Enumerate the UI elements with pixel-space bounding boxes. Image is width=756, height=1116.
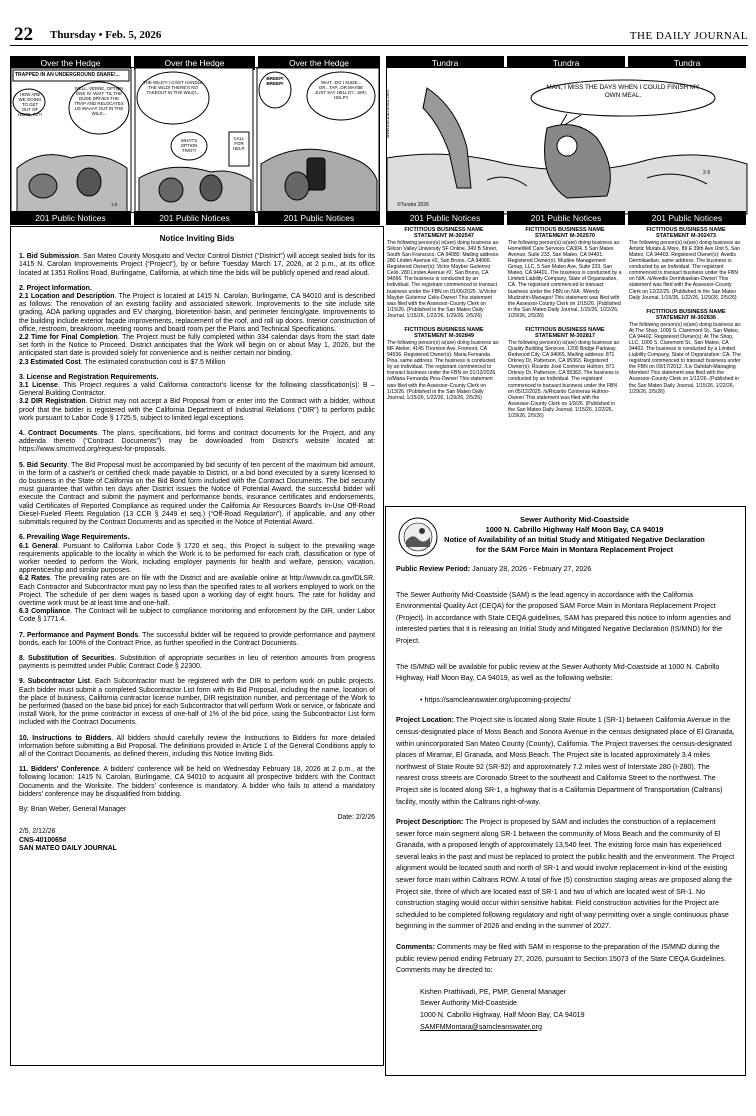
fbn-notice (629, 227, 743, 301)
notice-section (19, 398, 375, 423)
fbn-title: FICTITIOUS BUSINESS NAME STATEMENT M-302849 (404, 327, 484, 340)
sam-heading-org: Sewer Authority Mid-Coastside (520, 515, 629, 524)
notice-section-text: . District may not accept a Bid Proposal from or enter into the Contract with a bidder, without proof that the bidder is registered with the California Department of Industrial Relations (“DIR”) to perform public work pursuant to Labor Code § 1725.5, subject to limited legal exceptions. (19, 398, 375, 422)
fbn-notice (508, 227, 622, 319)
fbn-title: FICTITIOUS BUSINESS NAME STATEMENT M-302817 (525, 327, 605, 340)
notice-section-text: . The successful bidder will be required to provide performance and payment bonds, each for 100% of the Contract Price, as further specified in the Contract Documents. (19, 631, 375, 647)
sam-project-location (396, 715, 735, 808)
fbn-body: The following person(s) is(are) doing business as: HomeWell Care Services CA304, 5 San Mateo Avenue, Suite 233, San Mateo, CA 94401. Registered Owner(s): Mudlee Management Group, LLC, 5 San Mateo Ave, Suite 233, San Mateo, CA 94401. The business is conducted by a Limited Liability Company, State of Organization, CA. The registrant commenced to transact business under the FBN on N/A. /Wendy Mudzviriri-Manager/ This statement was filed with the Assessor-County Clerk on 1/15/26. (Published in the San Mateo Daily Journal, 1/15/26, 1/22/26, 1/29/26, 2/5/26) (508, 239, 622, 319)
notice-section (19, 543, 375, 576)
notice-section-text: . The estimated construction cost is $7.5 Million (80, 358, 226, 366)
notice-section-text: . Pursuant to California Labor Code § 1720 et seq., this Project is subject to the prevailing wage requirements applicable to the locality in which the Work is to be performed for each craft, classification or type of worker needed to perform the Work, including employer payments for health and welfare, pension, vacation, apprenticeship and similar purposes. (19, 542, 376, 575)
notice-section (19, 766, 375, 799)
fbn-body: The following person(s) is(are) doing business as: Quality Building Services, 1200 Bridge Parkway, Redwood City, CA 94065. Mailing address: 871 Orkney Dr, Patterson, CA 95363. Registered Owner(s): Ricardo José Contreras Hultron, 871 Orkney Dr, Patterson, CA 95363. The business is conducted by an Individual. The registrant commenced to transact business under the FBN on 05/12/2025. /s/Ricardo Contreras Hultron-Owner/ This statement was filed with the Assessor-County Clerk on 1/9/26. (Published in the San Mateo Daily Journal, 1/15/26, 1/22/26, 1/29/26, 2/5/26) (508, 339, 621, 419)
fbn-notice (387, 227, 501, 319)
notice-section-text: . A bidders' conference will be held on Wednesday February 18, 2026 at 2 p.m., at the following location: 1415 N. Carolan, Burlingame, CA 94010 to acquaint all prospective bidders with the Contract Documents and the Worksite. The bidders' conference is mandatory. A bidder who fails to attend a mandatory bidders' conference may be disqualified from bidding. (19, 766, 375, 798)
fbn-notice (508, 327, 622, 419)
sam-description-text: The Project is proposed by SAM and includes the construction of a replacement sewer force main segment along SR-1 between the community of Moss Beach and the community of El Granada, with a proposed length of approximately 13,540 feet. The existing force main has experienced several leaks in the past and must be replaced to protect the public health and the environment. The Project alignment would be located south and north of SR-1 and would involve replacement in-kind of the existing sewer force main within Caltrans ROW. A total of five (5) construction staging areas are proposed along the Project site, three of which are located east of SR-1 and two of which are located west of SR-1. No construction staging would occur within sensitive habitat. Field construction activities for the Project are scheduled to be completed following regulatory and right of way permitting over a single continuous phase beginning in the summer of 2026 and ending in the summer of 2027. (396, 818, 735, 931)
hedge-bubble-siri: WAIT...DO I SUDE... OR...TAP...OR MAYBE JUST SAY HELLO?...SIRI, HELP!! (315, 80, 367, 100)
notice-section (19, 382, 375, 398)
notice-run-dates: 2/5, 2/12/26 (19, 828, 56, 836)
sam-seal-icon (398, 517, 438, 557)
notice-section (19, 655, 375, 671)
comic-header-tundra-3: Tundra (628, 56, 746, 70)
notice-section (19, 334, 375, 359)
public-notices-header-6: 201 Public Notices (628, 211, 746, 225)
sam-project-description (396, 817, 735, 933)
comic-header-hedge-2: Over the Hedge (134, 56, 255, 70)
notice-title: Notice Inviting Bids (159, 234, 235, 243)
sam-contact-email[interactable] (420, 1022, 735, 1034)
notice-date: Date: 2/2/26 (337, 814, 375, 822)
sam-availability: The IS/MND will be available for public review at the Sewer Authority Mid-Coastside at 1000 N. Cabrillo Highway, Half Moon Bay, CA 94019, as well as the following website: (396, 662, 720, 683)
notice-inviting-bids (10, 226, 384, 1066)
fbn-notice (629, 309, 743, 395)
sam-comments (396, 942, 735, 977)
hedge-bubble-rj: WELL, VERNE, OPTION ONE IS: WAIT 'TIL THE DUDE DRIVES THE TRAP AND RELOCATES US WAAAY OUT IN THE WILD... (74, 86, 124, 116)
sam-comments-text: Comments may be filed with SAM in response to the preparation of the IS/MND during the public review period ending February 27, 2026, pursuant to Section 15073 of the State CEQA Guidelines. Comments may be directed to: (396, 943, 727, 975)
issue-date: Thursday • Feb. 5, 2026 (50, 29, 162, 41)
sam-review-dates: January 28, 2026 - February 27, 2026 (470, 565, 592, 573)
fbn-column-2 (508, 227, 622, 427)
sam-heading (414, 515, 735, 555)
notice-section-heading: 3.1 License (19, 382, 58, 390)
tundra-website: www.tundracomics.com (385, 89, 390, 138)
sam-email-link[interactable]: SAMFMMontara@samcleanswater.org (420, 1022, 542, 1031)
notice-section-heading: 2.2 Time for Final Completion (19, 334, 118, 342)
notice-section-heading: 2.3 Estimated Cost (19, 358, 81, 366)
notice-section-text: . Each Subcontractor must be registered with the DIR to perform work on public projects. Each bidder must submit a completed Subcontractor List form with its Bid Proposal, including the name, location of the place of business, California contractor license number, DIR registration number, and percentage of the Work to be performed (based on the base bid price) for each Subcontractor that will perform Work or service, or fabricate and install Work, for the prime contractor in excess of one-half of 1% of the bid price, using the Subcontractor List form included with the Contract Documents. (19, 678, 375, 727)
comic-header-hedge-1: Over the Hedge (10, 56, 131, 70)
notice-section-text: . San Mateo County Mosquito and Vector Control District (“District”) will accept sealed bids for its 1415 N. Carolan Improvements Project (“Project”), by or before Tuesday March 17, 2026, at 2 p.m., at its office located at 1351 Rollins Road, Burlingame, California, at which time the bids will be publicly opened and read aloud. (19, 253, 375, 277)
fbn-body: The following person(s) is(are) doing business as: Silicon Valley University SF Online, 349 B Street, South San Francisco, CA 94080. Mailing address: 280 Linden Avenue #2, San Bruno, CA 94066. Registered Owner(s): Victor Mayber Gutierrez Celis, 280 Linden Avenue #2, San Bruno, CA 94066. The business is conducted by an Individual. The registrant commenced to transact business under the FBN on 01/06/2025. /s/Victor Mayber Gutierrez Celis-Owner/ This statement was filed with the Assessor-County Clerk on 1/15/26. (Published in the San Mateo Daily Journal, 1/15/26, 1/22/26, 1/29/26, 2/5/26) (387, 239, 500, 319)
notice-section-heading: 5. Bid Security (19, 461, 68, 469)
hedge-bubble-verne-wild: THE WILD?! I CAN'T HANDLE THE WILD! THERE'S NO TAKEOUT IN THE WILD!... (142, 80, 204, 95)
notice-section-text: . The Project must be fully completed within 334 calendar days from the start date set forth in the Notice to Proceed. District anticipates that the Work will begin on or about May 1, 2026, but the anticipated start date is provided solely for convenience and is neither certain nor binding. (19, 334, 376, 358)
fbn-body: The following person(s) is(are) doing business as: At The Shop, 1000 S. Claremont St., San Mateo, CA 94402. Registered Owner(s): At The Shop, LLC, 1000 S. Claremont St., San Mateo, CA 94402. The business is conducted by a Limited Liability Company, State of Organization: CA. The registrant commenced to transact business under the FBN on 09/17/2012. /Liv Dahdah-Managing Member/ This statement was filed with the Assessor-County Clerk on 1/12/26. (Published in the San Mateo Daily Journal, 1/15/26, 1/22/26, 1/29/26, 2/5/26) (629, 321, 742, 395)
notice-section-text: . This Project requires a valid California contractor's license for the following classification(s): B – General Building Contractor. (19, 382, 376, 398)
notice-section (19, 678, 375, 727)
notice-section (19, 534, 375, 542)
fbn-column-1 (387, 227, 501, 409)
notice-section-heading: 6.3 Compliance (19, 608, 71, 616)
notice-section-text: . The Contract will be subject to compliance monitoring and enforcement by the DIR, under Labor Code § 1771.4. (19, 608, 375, 624)
fbn-body: The following person(s) is(are) doing business as: Artistic Murals & More, 89 E 39th Ave Unit 5, San Mateo, CA 94403. Registered Owner(s): Avedis Dermikaelian, same address. The business is conducted by an Individual. The registrant commenced to transact business under the FBN on N/A. /s/Avedis Dermikaelian-Owner/ This statement was filed with the Assessor-County Clerk on 12/22/25. (Published in the San Mateo Daily Journal, 1/15/26, 1/22/26, 1/29/26, 2/5/26) (629, 239, 742, 301)
notice-section (19, 253, 375, 278)
notice-section-heading: 4. Contract Documents (19, 430, 98, 438)
fbn-title: FICTITIOUS BUSINESS NAME STATEMENT M-302473 (646, 227, 726, 240)
notice-section-heading: 6.1 General (19, 542, 58, 550)
tundra-comic (386, 67, 746, 213)
notice-section-text: . The Project is located at 1415 N. Carolan, Burlingame, CA 94010 and is described as follows: The renovation of an existing facility and associated sitework. Improvements to the site include site grading, ADA parking upgrades and EV charging, bioretention basin, and perimeter fencing/gate. Improvements to the building include exterior façade improvements, replacement of the roof, and roll up doors. Interior construction of office, restroom, breakroom, meeting rooms and board room per the Plans and Technical Specifications. (19, 293, 375, 333)
tundra-speech: MAN, I MISS THE DAYS WHEN I COULD FINISH MY OWN MEAL. (546, 84, 700, 99)
notice-section (19, 632, 375, 648)
notice-section-text: . The prevailing rates are on file with the District and are available online at http://www.dir.ca.gov/DLSR. Each Contractor and Subcontractor must pay no less than the specified rates to all workers employed to work on the Project. The schedule of per diem wages is based upon a working day of eight hours. The rate for holiday and overtime work must be at least time and one-half. (19, 575, 375, 607)
fbn-title: FICTITIOUS BUSINESS NAME STATEMENT M-302836 (646, 308, 726, 322)
notice-section-heading: 7. Performance and Payment Bonds (19, 631, 139, 639)
sam-heading-notice: Notice of Availability of an Initial Study and Mitigated Negative Declaration (444, 535, 705, 544)
public-notices-header-4: 201 Public Notices (386, 211, 504, 225)
fbn-title: FICTITIOUS BUSINESS NAME STATEMENT M-302547 (404, 227, 484, 240)
public-notices-header-2: 201 Public Notices (134, 211, 255, 225)
notice-section-heading: 3. License and Registration Requirements. (19, 373, 159, 381)
sam-review-label: Public Review Period: (396, 565, 471, 573)
notice-section-heading: 3.2 DIR Registration (19, 398, 86, 406)
fbn-body: The following person(s) is(are) doing business as: MF Atelier, 4145 Thornton Ave, Fremont, CA 94536. Registered Owner(s): Maria Fernanda Pina, same address. The business is conducted by an Individual. The registrant commenced to transact business under the FBN on 01/13/2026. /s/Maria Fernanda Pina-Owner/ This statement was filed with the Assessor-County Clerk on 1/13/26. (Published in the San Mateo Daily Journal, 1/15/26, 1/22/26, 1/29/26, 2/5/26) (387, 339, 500, 401)
hedge-bird-sound: BREEP! BREEP! (266, 76, 284, 86)
sam-location-label: Project Location: (396, 716, 454, 725)
paper-name: THE DAILY JOURNAL (629, 30, 748, 42)
sam-review-period (396, 564, 735, 576)
notice-section (19, 374, 375, 382)
notice-sections (19, 253, 375, 799)
sam-contact-address: 1000 N. Cabrillo Highway, Half Moon Bay, CA 94019 (420, 1011, 585, 1019)
notice-section-heading: 6. Prevailing Wage Requirements. (19, 534, 130, 542)
notice-section-text: . All bidders should carefully review the Instructions to Bidders for more detailed information before submitting a Bid Proposal. The definitions provided in Article 1 of the General Conditions apply to all of the Contract Documents, as defined therein, including this Notice Inviting Bids. (19, 734, 375, 758)
fbn-column-3 (629, 227, 743, 403)
sam-description-label: Project Description: (396, 818, 464, 827)
notice-section-heading: 10. Instructions to Bidders (19, 734, 112, 742)
hedge-caption: TRAPPED IN AN UNDERGROUND SNARE!... (15, 72, 120, 78)
sam-contact (420, 987, 735, 1033)
hedge-date: 1-5 (111, 202, 118, 207)
sam-contact-name: Kishen Prathivadi, PE, PMP, General Manager (420, 987, 567, 996)
notice-section-heading: 2. Project Information. (19, 284, 92, 292)
masthead (10, 26, 748, 46)
hedge-sign: CALL FOR HELP. (232, 136, 246, 151)
notice-section-heading: 9. Subcontractor List (19, 678, 91, 686)
sam-contact-org: Sewer Authority Mid-Coastside (420, 999, 517, 1008)
notice-section (19, 293, 375, 334)
sam-intro: The Sewer Authority Mid-Coastside (SAM) is the lead agency in accordance with the California Environmental Quality Act (CEQA) for the proposed SAM Force Main in Montara Replacement Project (Project). In accordance with State CEQA guidelines, SAM has prepared this notice to inform agencies and interested parties that it is releasing an Initial Study and Mitigated Negative Declaration (IS/MND) for the Project. (396, 590, 731, 645)
sam-heading-project: for the SAM Force Main in Montara Replacement Project (475, 545, 674, 554)
comic-header-hedge-3: Over the Hedge (258, 56, 380, 70)
public-notices-header-5: 201 Public Notices (507, 211, 625, 225)
notice-section-text: . The Bid Proposal must be accompanied by bid security of ten percent of the maximum bid amount, in the form of a cashier's or certified check made payable to District, or a bid bond executed by a surety licensed to do business in the State of California on the Bid Bond form included with the Contract Documents. The bid security must guarantee that within ten days after District issues the Notice of Potential Award, the successful bidder will execute the Contract and submit the payment and performance bonds, insurance certificates and endorsements, valid Certificates of Reported Compliance as required under the California Air Resources Board's In-Use Off-Road Diesel-Fueled Fleets Regulation (13 CCR § 2449 et seq.) (“Off-Road Regulation”), if applicable, and any other submittals required by the Contract Documents and as specified in the Notice of Potential Award. (19, 461, 376, 527)
public-notices-header-3: 201 Public Notices (258, 211, 380, 225)
notice-section-text: . Substitution of appropriate securities in lieu of retention amounts from progress payments is permitted under Public Contract Code § 22300. (19, 654, 375, 671)
notice-section (19, 285, 375, 293)
notice-section-heading: 2.1 Location and Description (19, 293, 115, 301)
notice-publication: SAN MATEO DAILY JOURNAL (19, 844, 117, 852)
notice-section-text: . The plans, specifications, bid forms and contract documents for the Project, and any addenda thereto (“Contract Documents”) may be downloaded from District's website located at: https://www.smcmvcd.org/request-for-proposals. (19, 430, 375, 454)
notice-section-heading: 11. Bidders' Conference (19, 766, 100, 774)
hedge-bubble-verne: HOW ARE WE GOING TO GET OUT OF HERE, RJ?! (18, 92, 42, 117)
page-number: 22 (14, 24, 33, 45)
over-the-hedge-comic (10, 67, 380, 213)
fbn-notice (387, 327, 501, 401)
sam-website-link[interactable]: • https://samcleanswater.org/upcoming-projects/ (420, 695, 571, 704)
notice-signature: By: Brian Weber, General Manager (19, 805, 127, 813)
comic-header-tundra-2: Tundra (507, 56, 625, 70)
notice-section-heading: 6.2 Rates (19, 575, 50, 583)
sam-heading-address: 1000 N. Cabrillo Highway Half Moon Bay, CA 94019 (485, 525, 664, 534)
notice-section (19, 608, 375, 624)
fbn-title: FICTITIOUS BUSINESS NAME STATEMENT M-302570 (525, 227, 605, 240)
hedge-bubble-rj-option: WHAT'S OPTION TWO?! (180, 138, 198, 153)
notice-section-heading: 8. Substitution of Securities (19, 654, 115, 662)
notice-section (19, 735, 375, 760)
notice-section (19, 575, 375, 608)
notice-section (19, 462, 375, 528)
comic-header-tundra-1: Tundra (386, 56, 504, 70)
tundra-copyright: ©Tundra 2026 (397, 202, 429, 208)
tundra-date: 2-5 (703, 170, 711, 176)
notice-section-heading: 1. Bid Submission (19, 253, 79, 261)
sam-notice (385, 506, 746, 1076)
notice-section (19, 430, 375, 455)
public-notices-header-1: 201 Public Notices (10, 211, 131, 225)
sam-comments-label: Comments: (396, 943, 436, 952)
sam-location-text: The Project site is located along State Route 1 (SR-1) between California Avenue in the census-designated place of Moss Beach and Sonora Avenue in the census designated place of El Granada, within unincorporated San Mateo County (County), California. The Project traverses the census-designated places of Miramar, El Granada, and Moss Beach. The Project site is located approximately 3.4 miles northwest of State Route 92 (SR-92) and approximately 7.2 miles west of Interstate 280 (I-280). The nearest cross streets are Coronado Street to the southeast and California Street to the northwest. The Project site is located along SR-1, a highway that is a California Department of Transportation (Caltrans) facility, mostly within the Caltrans right-of-way. (396, 716, 735, 806)
notice-cns: CNS-4010065# (19, 836, 67, 844)
notice-section (19, 359, 375, 367)
